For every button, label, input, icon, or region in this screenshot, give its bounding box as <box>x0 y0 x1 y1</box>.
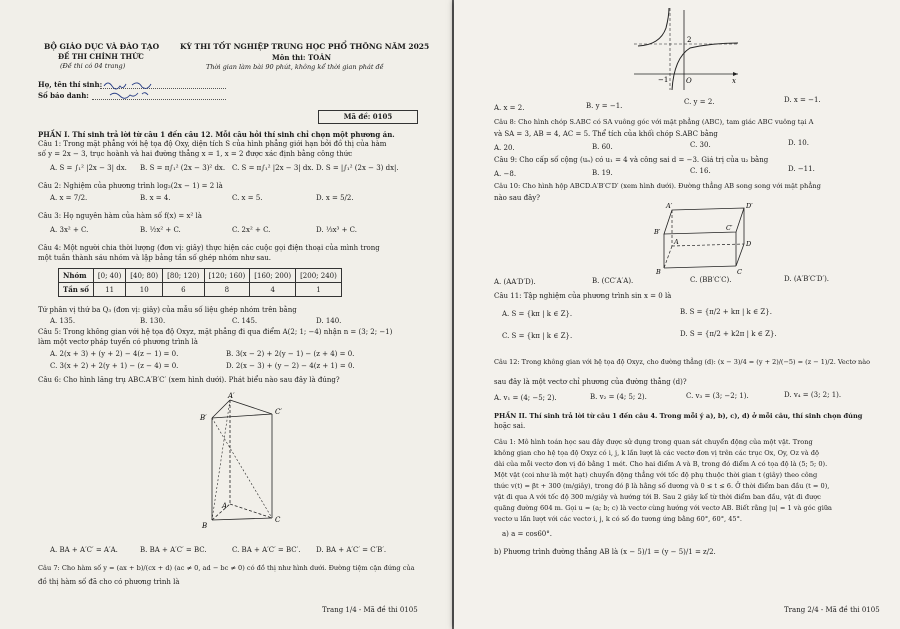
q8-stem-2: và SA = 3, AB = 4, AC = 5. Thể tích của khối chóp S.ABC bằng <box>494 130 718 138</box>
vertex-label: A <box>674 238 679 246</box>
p2q1-line: vectơ u lần lượt với các vectơ i, j, k có số đo tương ứng bằng 60°, 60°, 45°. <box>494 515 742 523</box>
part2-heading-1: PHẦN II. Thí sinh trả lời từ câu 1 đến câu 4. Trong mỗi ý a), b), c), d) ở mỗi câu, thí sinh chọn đúng <box>494 412 863 420</box>
q8-option-d: D. 10. <box>788 139 809 147</box>
official-label: ĐỀ THI CHÍNH THỨC <box>58 52 144 61</box>
q12-option-a: A. v₁ = (4; −5; 2). <box>494 394 557 402</box>
q11-option-a: A. S = {kπ | k ∈ Z}. <box>502 310 573 318</box>
part1-heading: PHẦN I. Thí sinh trả lời từ câu 1 đến câu 12. Mỗi câu hỏi thí sinh chỉ chọn một phương án. <box>38 130 395 139</box>
table-cell: 1 <box>296 283 342 297</box>
q8-option-c: C. 30. <box>690 141 711 149</box>
ministry-name: BỘ GIÁO DỤC VÀ ĐÀO TẠO <box>44 42 160 51</box>
q7-stem-1: Câu 7: Cho hàm số y = (ax + b)/(cx + d) (ac ≠ 0, ad − bc ≠ 0) có đồ thị như hình dưới. Đường tiệm cận đứng của <box>38 564 415 572</box>
candidate-name-label: Họ, tên thí sinh: <box>38 80 103 89</box>
candidate-id-label: Số báo danh: <box>38 91 89 100</box>
q7-option-a: A. x = 2. <box>494 104 525 112</box>
table-cell: 11 <box>93 283 125 297</box>
vertex-label: B′ <box>200 414 207 422</box>
vertex-label: A′ <box>666 202 673 210</box>
vertex-label: A <box>222 502 228 510</box>
q6-option-b: B. BA + A′C′ = BC. <box>140 546 207 554</box>
time-note: Thời gian làm bài 90 phút, không kể thời gian phát đề <box>206 63 384 71</box>
table-row <box>59 269 342 283</box>
q11-option-c: C. S = {kπ | k ∈ Z}. <box>502 332 573 340</box>
vertex-label: C′ <box>275 408 282 416</box>
table-cell: 4 <box>250 283 296 297</box>
q6-option-c: C. BA + A′C′ = BC′. <box>232 546 301 554</box>
table-cell: Tần số <box>59 283 94 297</box>
p2q1-line: Một vật (coi như là một hạt) chuyển động thẳng với tốc độ phụ thuộc thời gian t (giây) theo công <box>494 471 818 479</box>
q3-option-c: C. 2x² + C. <box>232 226 271 234</box>
vertex-label: A′ <box>228 392 235 400</box>
q6-option-d: D. BA + A′C′ = C′B′. <box>316 546 387 554</box>
p2q1-line: vật đi qua A với tốc độ 300 m/giây và hướng tới B. Sau 2 giây kể từ thời điểm ban đầu, vật đi được <box>494 493 821 501</box>
graph-y-tick: 2 <box>687 36 692 44</box>
hyperbola-graph <box>634 8 744 90</box>
q10-option-c: C. (BB′C′C). <box>690 276 732 284</box>
frequency-table <box>58 268 342 297</box>
q1-option-b: B. S = π∫₁² (2x − 3)² dx. <box>140 164 226 172</box>
exam-code-box: Mã đề: 0105 <box>318 110 418 124</box>
q4-option-a: A. 135. <box>50 317 76 325</box>
vertex-label: B <box>656 268 661 276</box>
q7-option-c: C. y = 2. <box>684 98 715 106</box>
q10-option-d: D. (A′B′C′D′). <box>784 275 830 283</box>
q8-stem-1: Câu 8: Cho hình chóp S.ABC có SA vuông góc với mặt phẳng (ABC), tam giác ABC vuông tại A <box>494 118 814 126</box>
q2-option-b: B. x = 4. <box>140 194 171 202</box>
vertex-label: D <box>746 240 752 248</box>
pages-note: (Đề thi có 04 trang) <box>60 62 126 70</box>
p2q1-line: quãng đường 604 m. Gọi u = (a; b; c) là vectơ cùng hướng với vectơ AB. Biết rằng |u| = 1 và góc giữa <box>494 504 832 512</box>
table-cell: [40; 80) <box>126 269 163 283</box>
q1-stem-2: số y = 2x − 3, trục hoành và hai đường thẳng x = 1, x = 2 được xác định bằng công thức <box>38 150 353 158</box>
q3-option-d: D. ⅓x³ + C. <box>316 226 357 234</box>
page2-footer: Trang 2/4 - Mã đề thi 0105 <box>784 606 880 614</box>
table-cell: [0; 40) <box>93 269 125 283</box>
q12-option-d: D. v₄ = (3; 2; 1). <box>784 391 842 399</box>
prism-figure <box>190 392 300 532</box>
q11-stem: Câu 11: Tập nghiệm của phương trình sin x = 0 là <box>494 292 672 300</box>
q7-stem-2: đồ thị hàm số đã cho có phương trình là <box>38 578 180 586</box>
q2-option-a: A. x = 7/2. <box>50 194 88 202</box>
p2q1-line: dài của mỗi vectơ đơn vị đó bằng 1 mét. Cho hai điểm A và B, trong đó điểm A có tọa độ là (5; 5; 0). <box>494 460 828 468</box>
table-cell: [160; 200) <box>250 269 296 283</box>
q5-option-d: D. 2(x − 3) + (y − 2) − 4(z + 1) = 0. <box>226 362 355 370</box>
q3-option-a: A. 3x² + C. <box>50 226 89 234</box>
q4-option-d: D. 140. <box>316 317 342 325</box>
p2q1-line: thức v(t) = βt + 300 (m/giây), trong đó β là hằng số dương và 0 ≤ t ≤ 6. Ở thời điểm ban đầu (t = 0), <box>494 482 830 490</box>
q2-option-d: D. x = 5/2. <box>316 194 354 202</box>
q6-stem: Câu 6: Cho hình lăng trụ ABC.A′B′C′ (xem hình dưới). Phát biểu nào sau đây là đúng? <box>38 376 340 384</box>
graph-origin: O <box>686 77 692 85</box>
q10-stem-1: Câu 10: Cho hình hộp ABCD.A′B′C′D′ (xem hình dưới). Đường thẳng AB song song với mặt phẳng <box>494 182 821 190</box>
q7-option-d: D. x = −1. <box>784 96 821 104</box>
handwriting-scribble <box>102 78 192 100</box>
q12-option-c: C. v₃ = (3; −2; 1). <box>686 392 749 400</box>
page1-footer: Trang 1/4 - Mã đề thi 0105 <box>322 606 418 614</box>
q12-option-b: B. v₂ = (4; 5; 2). <box>590 393 647 401</box>
q8-option-a: A. 20. <box>494 144 515 152</box>
box-figure <box>644 200 784 276</box>
q7-option-b: B. y = −1. <box>586 102 623 110</box>
table-cell: [80; 120) <box>163 269 204 283</box>
vertex-label: B′ <box>654 228 661 236</box>
p2q1-statement-b: b) Phương trình đường thẳng AB là (x − 5)/1 = (y − 5)/1 = z/2. <box>494 548 716 556</box>
table-cell: [200; 240) <box>296 269 342 283</box>
q4-stem-3: Tứ phân vị thứ ba Q₃ (đơn vị: giây) của mẫu số liệu ghép nhóm trên bằng <box>38 306 297 314</box>
q9-option-c: C. 16. <box>690 167 711 175</box>
q11-option-b: B. S = {π/2 + kπ | k ∈ Z}. <box>680 308 772 316</box>
table-row <box>59 283 342 297</box>
q9-option-b: B. 19. <box>592 169 613 177</box>
table-cell: 6 <box>163 283 204 297</box>
graph-x-tick: −1 <box>658 76 669 84</box>
q9-option-a: A. −8. <box>494 170 517 178</box>
q5-option-b: B. 3(x − 2) + 2(y − 1) − (z + 4) = 0. <box>226 350 355 358</box>
table-cell: Nhóm <box>59 269 94 283</box>
q10-stem-2: nào sau đây? <box>494 194 540 202</box>
q9-stem: Câu 9: Cho cấp số cộng (uₙ) có u₁ = 4 và công sai d = −3. Giá trị của u₂ bằng <box>494 156 769 164</box>
q5-stem-2: làm một vectơ pháp tuyến có phương trình là <box>38 338 198 346</box>
q4-stem-1: Câu 4: Một người chia thời lượng (đơn vị: giây) thực hiện các cuộc gọi điện thoại của mình trong <box>38 244 380 252</box>
q10-option-b: B. (CC′A′A). <box>592 277 634 285</box>
q9-option-d: D. −11. <box>788 165 815 173</box>
q1-option-c: C. S = π∫₁² |2x − 3| dx. <box>232 164 314 172</box>
q2-stem: Câu 2: Nghiệm của phương trình log₂(2x − 1) = 2 là <box>38 182 223 190</box>
q10-option-a: A. (AA′D′D). <box>494 278 536 286</box>
graph-x-label: x <box>732 77 736 85</box>
part2-heading-2: hoặc sai. <box>494 422 526 430</box>
table-cell: [120; 160) <box>204 269 250 283</box>
q4-stem-2: một tuần thành sáu nhóm và lập bảng tần số ghép nhóm như sau. <box>38 254 272 262</box>
q1-stem-1: Câu 1: Trong mặt phẳng với hệ tọa độ Oxy, diện tích S của hình phẳng giới hạn bởi đồ thị của hàm <box>38 140 387 148</box>
table-cell: 10 <box>126 283 163 297</box>
vertex-label: D′ <box>746 202 753 210</box>
q6-option-a: A. BA + A′C′ = A′A. <box>50 546 118 554</box>
vertex-label: B <box>202 522 208 530</box>
exam-page-2 <box>454 0 900 629</box>
p2q1-statement-a: a) a = cos60°. <box>502 530 552 538</box>
q1-option-a: A. S = ∫₁² |2x − 3| dx. <box>50 164 127 172</box>
vertex-label: C′ <box>726 224 733 232</box>
q2-option-c: C. x = 5. <box>232 194 263 202</box>
exam-title: KỲ THI TỐT NGHIỆP TRUNG HỌC PHỔ THÔNG NĂM 2025 <box>180 42 430 51</box>
q3-stem: Câu 3: Họ nguyên hàm của hàm số f(x) = x² là <box>38 212 202 220</box>
p2q1-line: không gian cho hệ tọa độ Oxyz có i, j, k lần lượt là các vectơ đơn vị trên các trục Ox, Oy, Oz và độ <box>494 449 819 457</box>
q11-option-d: D. S = {π/2 + k2π | k ∈ Z}. <box>680 330 777 338</box>
q5-stem-1: Câu 5: Trong không gian với hệ tọa độ Oxyz, mặt phẳng đi qua điểm A(2; 1; −4) nhận n = (3; 2; −1) <box>38 328 393 336</box>
q3-option-b: B. ½x² + C. <box>140 226 181 234</box>
q4-option-c: C. 145. <box>232 317 258 325</box>
p2q1-line: Câu 1: Mô hình toán học sau đây được sử dụng trong quan sát chuyển động của một vật. Trong <box>494 438 813 446</box>
q12-stem-1: Câu 12: Trong không gian với hệ tọa độ Oxyz, cho đường thẳng (d): (x − 3)/4 = (y + 2)/(−5) = (z − 1)/2. Vectơ nào <box>494 358 870 366</box>
subject-label: Môn thi: TOÁN <box>272 53 332 62</box>
table-cell: 8 <box>204 283 250 297</box>
q5-option-c: C. 3(x + 2) + 2(y + 1) − (z − 4) = 0. <box>50 362 179 370</box>
q1-option-d: D. S = |∫₁² (2x − 3) dx|. <box>316 164 399 172</box>
q12-stem-2: sau đây là một vectơ chỉ phương của đường thẳng (d)? <box>494 378 687 386</box>
vertex-label: C <box>275 516 281 524</box>
q4-option-b: B. 130. <box>140 317 166 325</box>
q8-option-b: B. 60. <box>592 143 613 151</box>
q5-option-a: A. 2(x + 3) + (y + 2) − 4(z − 1) = 0. <box>50 350 179 358</box>
vertex-label: C <box>737 268 742 276</box>
